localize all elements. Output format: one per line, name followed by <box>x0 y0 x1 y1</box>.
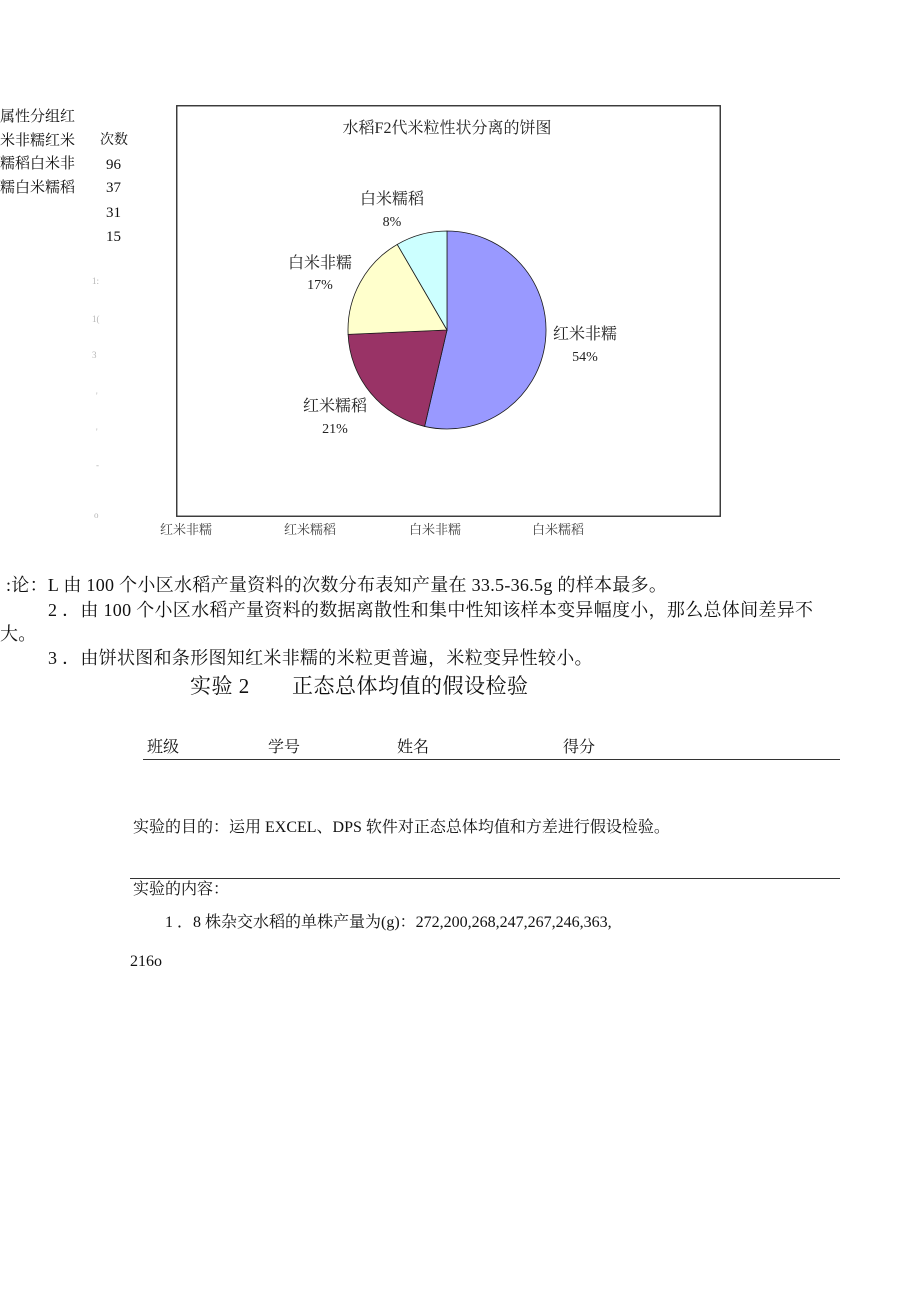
axis-tick-fragment: 1: <box>92 276 100 286</box>
experiment-purpose: 实验的目的：运用 EXCEL、DPS 软件对正态总体均值和方差进行假设检验。 <box>133 819 670 836</box>
pie-label-category: 白米非糯 <box>287 255 353 272</box>
pie-chart <box>176 105 722 518</box>
info-underline <box>143 759 840 760</box>
bar-axis-label: 白米非糯 <box>409 522 462 537</box>
section-divider <box>130 878 840 879</box>
pie-label-category: 红米糯稻 <box>302 398 368 415</box>
table-category-line: 属性分组红 <box>0 109 76 125</box>
table-category-line: 糯白米糯稻 <box>0 180 76 196</box>
axis-tick-fragment: 3 <box>92 350 97 360</box>
count-value: 31 <box>106 205 121 221</box>
info-field-student-id: 学号 <box>268 739 301 756</box>
count-value: 37 <box>106 180 121 196</box>
pie-label-percent: 8% <box>382 215 402 230</box>
bar-axis-label: 红米非糯 <box>160 522 213 537</box>
bar-axis-label: 白米糯稻 <box>532 522 585 537</box>
conclusion-line: 大。 <box>0 624 37 644</box>
axis-tick-fragment: o <box>94 510 99 520</box>
pie-label-percent: 17% <box>307 278 333 293</box>
axis-tick-fragment: ' <box>96 391 98 401</box>
experiment-number: 实验 2 <box>190 674 250 698</box>
axis-tick-fragment: 1( <box>92 314 100 324</box>
table-category-line: 糯稻白米非 <box>0 156 76 172</box>
content-item-continued: 216o <box>130 953 162 970</box>
bar-axis-label: 红米糯稻 <box>284 522 337 537</box>
count-value: 15 <box>106 229 121 245</box>
conclusion-line: 2 ．由 100 个小区水稻产量资料的数据离散性和集中性知该样本变异幅度小，那么总体间差异不 <box>48 600 814 620</box>
experiment-title: 正态总体均值的假设检验 <box>292 674 529 698</box>
chart-title: 水稻F2代米粒性状分离的饼图 <box>342 120 552 137</box>
info-field-name: 姓名 <box>397 739 430 756</box>
conclusion-line: 3 ．由饼状图和条形图知红米非糯的米粒更普遍，米粒变异性较小。 <box>48 648 593 668</box>
axis-tick-fragment: - <box>96 460 99 470</box>
table-category-line: 米非糯红米 <box>0 133 76 149</box>
info-field-score: 得分 <box>563 739 596 756</box>
pie-label-percent: 21% <box>322 422 348 437</box>
content-heading: 实验的内容： <box>133 881 230 898</box>
info-field-class: 班级 <box>147 739 180 756</box>
count-value: 96 <box>106 157 121 173</box>
pie-label-category: 红米非糯 <box>552 326 618 343</box>
pie-label-percent: 54% <box>572 350 598 365</box>
conclusion-line: :论：L 由 100 个小区水稻产量资料的次数分布表知产量在 33.5-36.5g 的样本最多。 <box>6 575 668 595</box>
count-column-header: 次数 <box>100 133 128 148</box>
content-item: 1 ．8 株杂交水稻的单株产量为(g)：272,200,268,247,267,246,363, <box>165 914 612 931</box>
axis-tick-fragment: ' <box>96 427 98 437</box>
pie-label-category: 白米糯稻 <box>359 191 425 208</box>
